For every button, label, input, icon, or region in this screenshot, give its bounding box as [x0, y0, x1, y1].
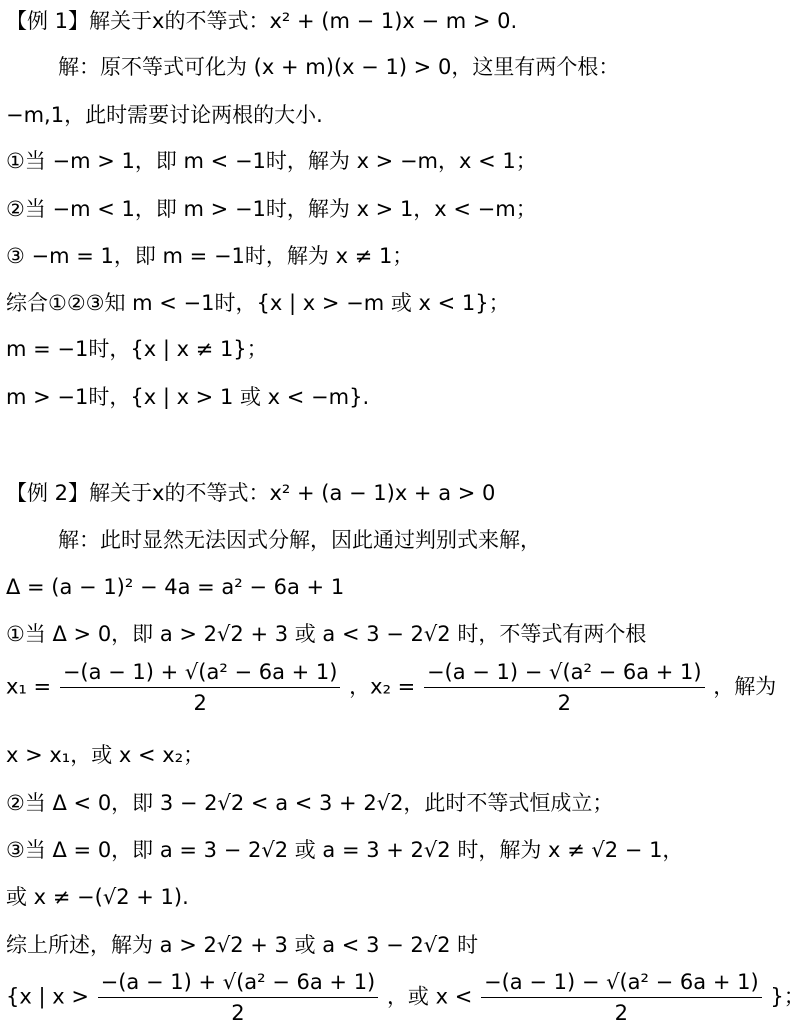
x1-denominator: 2 — [193, 691, 207, 715]
example2-title: 【例 2】解关于x的不等式：x² + (a − 1)x + a > 0 — [6, 481, 496, 505]
final-numerator-plus: −(a − 1) + √(a² − 6a + 1) — [98, 970, 379, 998]
set-close: }； — [770, 984, 805, 1009]
example1-case-1: ①当 −m > 1，即 m < −1时，解为 x > −m，x < 1； — [6, 149, 537, 173]
example2-case-3-cont: 或 x ≠ −(√2 + 1). — [6, 885, 189, 909]
example2-case-2: ②当 Δ < 0，即 3 − 2√2 < a < 3 + 2√2，此时不等式恒成立； — [6, 791, 614, 815]
example2-roots-row — [6, 660, 777, 715]
example2-case-1: ①当 Δ > 0，即 a > 2√2 + 3 或 a < 3 − 2√2 时，不等式有两个根 — [6, 622, 647, 646]
or-x-less: ，或 x < — [386, 984, 473, 1009]
x2-label: ，x₂ = — [349, 674, 416, 699]
final-fraction-minus — [481, 970, 762, 1025]
final-numerator-minus: −(a − 1) − √(a² − 6a + 1) — [481, 970, 762, 998]
example1-case-3: ③ −m = 1，即 m = −1时，解为 x ≠ 1； — [6, 244, 414, 268]
example2-intro: 解：此时显然无法因式分解，因此通过判别式来解， — [58, 528, 541, 552]
x2-fraction — [424, 660, 705, 715]
final-fraction-plus — [98, 970, 379, 1025]
x1-fraction — [60, 660, 341, 715]
example1-title: 【例 1】解关于x的不等式：x² + (m − 1)x − m > 0. — [6, 9, 518, 33]
final-denominator-minus: 2 — [614, 1001, 628, 1025]
example1-line-1: 解：原不等式可化为 (x + m)(x − 1) > 0，这里有两个根： — [58, 55, 620, 79]
example2-case-1-result: x > x₁，或 x < x₂； — [6, 743, 205, 767]
solve-for-label: ，解为 — [713, 674, 777, 699]
example2-final-set — [6, 970, 805, 1025]
x2-numerator: −(a − 1) − √(a² − 6a + 1) — [424, 660, 705, 688]
example1-case-2: ②当 −m < 1，即 m > −1时，解为 x > 1，x < −m； — [6, 197, 537, 221]
example2-summary: 综上所述，解为 a > 2√2 + 3 或 a < 3 − 2√2 时 — [6, 933, 479, 957]
example1-summary-m-gt: m > −1时，{x | x > 1 或 x < −m}. — [6, 385, 370, 409]
x1-label: x₁ = — [6, 674, 52, 699]
example2-case-3: ③当 Δ = 0，即 a = 3 − 2√2 或 a = 3 + 2√2 时，解为 x ≠ √2 − 1， — [6, 838, 684, 862]
example1-summary-m-eq: m = −1时，{x | x ≠ 1}； — [6, 337, 268, 361]
example1-summary: 综合①②③知 m < −1时，{x | x > −m 或 x < 1}； — [6, 291, 510, 315]
set-open: {x | x > — [6, 984, 89, 1009]
x1-numerator: −(a − 1) + √(a² − 6a + 1) — [60, 660, 341, 688]
final-denominator-plus: 2 — [231, 1001, 245, 1025]
example2-discriminant: Δ = (a − 1)² − 4a = a² − 6a + 1 — [6, 575, 345, 599]
x2-denominator: 2 — [557, 691, 571, 715]
example1-line-2: −m,1，此时需要讨论两根的大小. — [6, 103, 323, 127]
